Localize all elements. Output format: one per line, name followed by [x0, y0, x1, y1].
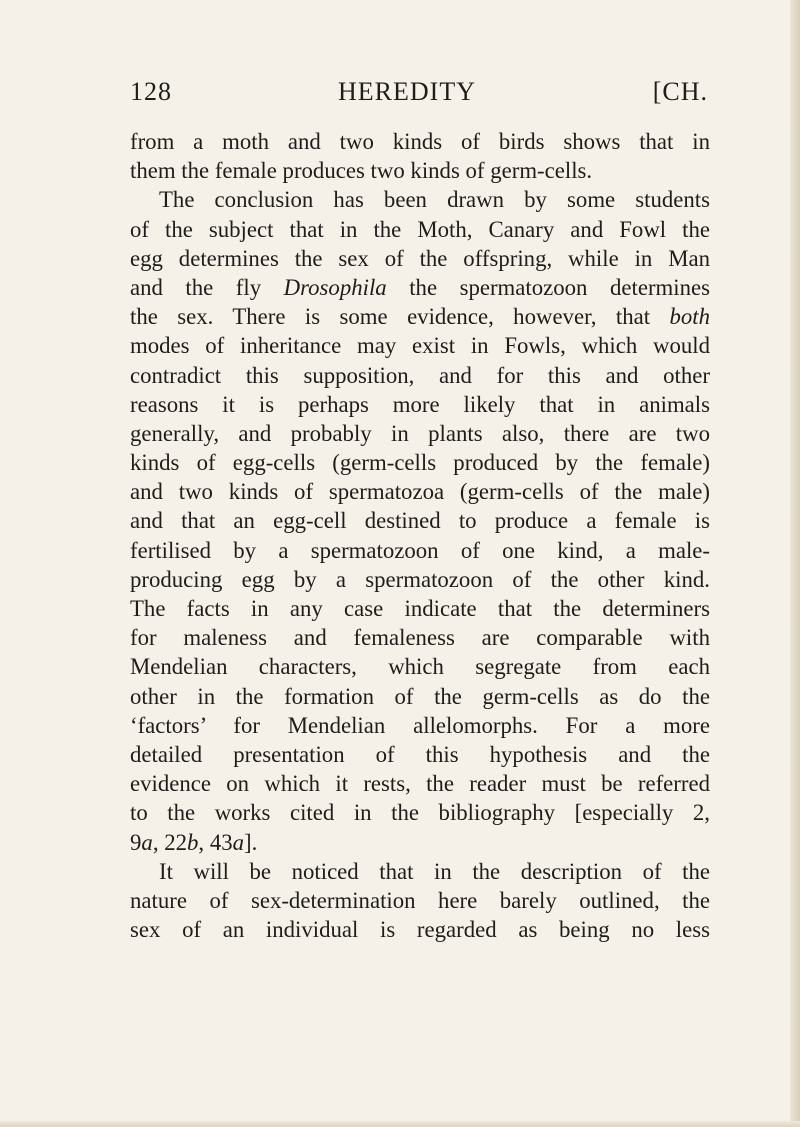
- text-line: [130, 594, 710, 623]
- text-run: nature of sex-determination here barely outlined, the: [130, 887, 710, 913]
- page-number: 128: [130, 77, 172, 106]
- text-line: [130, 302, 710, 331]
- text-line: [130, 740, 710, 769]
- text-line: [130, 682, 710, 711]
- text-line: [130, 361, 710, 390]
- text-line: [130, 127, 710, 156]
- text-run: the spermatozoon determines: [386, 274, 710, 300]
- text-run: The facts in any case indicate that the determiners: [130, 596, 710, 621]
- italic-text: Drosophila: [283, 274, 387, 300]
- text-line: [130, 711, 710, 740]
- text-line: [130, 915, 710, 944]
- text-run: ‘factors’ for Mendelian allelomorphs. For a more: [130, 712, 710, 738]
- text-run: them the female produces two kinds of germ-cells.: [130, 158, 593, 184]
- text-run: the sex. There is some evidence, however, that: [130, 304, 670, 330]
- text-line: [130, 769, 710, 798]
- text-run: producing egg by a spermatozoon of the other kind.: [130, 566, 710, 592]
- text-line: [130, 886, 710, 915]
- text-run: egg determines the sex of the offspring, while in Man: [130, 245, 710, 271]
- text-run: reasons it is perhaps more likely that in animals: [130, 391, 710, 417]
- text-line: [130, 244, 710, 273]
- text-line: [130, 536, 710, 565]
- text-line: [130, 506, 710, 535]
- italic-text: b: [187, 829, 199, 855]
- text-line: [130, 623, 710, 652]
- text-line: [130, 857, 710, 886]
- running-title: HEREDITY: [338, 77, 476, 106]
- text-run: evidence on which it rests, the reader must be referred: [130, 771, 710, 797]
- text-run: ].: [244, 829, 258, 855]
- text-run: It will be noticed that in the description of the: [159, 858, 710, 884]
- text-run: contradict this supposition, and for this and other: [130, 362, 710, 388]
- text-run: , 43: [198, 829, 233, 855]
- text-line: [130, 156, 710, 185]
- text-run: detailed presentation of this hypothesis and the: [130, 741, 710, 767]
- text-line: [130, 828, 710, 857]
- text-line: [130, 273, 710, 302]
- page-edge-shadow: [790, 0, 800, 1127]
- text-run: and two kinds of spermatozoa (germ-cells of the male): [130, 479, 710, 505]
- text-run: sex of an individual is regarded as being no less: [130, 917, 710, 943]
- text-line: [130, 477, 710, 506]
- chapter-reference: [CH.: [652, 77, 708, 106]
- text-line: [130, 185, 710, 214]
- text-line: [130, 215, 710, 244]
- text-run: and the fly: [130, 274, 284, 300]
- text-run: generally, and probably in plants also, there are two: [130, 420, 710, 446]
- text-line: [130, 798, 710, 827]
- text-run: kinds of egg-cells (germ-cells produced by the female): [130, 450, 710, 476]
- running-header: [130, 77, 708, 109]
- text-line: [130, 565, 710, 594]
- text-run: 9: [130, 829, 142, 855]
- italic-text: a: [232, 829, 245, 855]
- text-line: [130, 652, 710, 681]
- text-run: from a moth and two kinds of birds shows that in: [130, 129, 710, 154]
- text-run: modes of inheritance may exist in Fowls, which would: [130, 333, 710, 359]
- text-run: to the works cited in the bibliography [especially 2,: [130, 800, 710, 826]
- text-line: [130, 390, 710, 419]
- text-run: fertilised by a spermatozoon of one kind, a male-: [130, 537, 710, 563]
- text-run: for maleness and femaleness are comparable with: [130, 625, 710, 651]
- text-run: , 22: [152, 829, 188, 855]
- italic-text: a: [141, 829, 153, 855]
- text-line: [130, 419, 710, 448]
- body-text: [130, 127, 710, 944]
- text-run: and that an egg-cell destined to produce a female is: [130, 508, 710, 534]
- text-line: [130, 448, 710, 477]
- text-line: [130, 331, 710, 360]
- text-run: Mendelian characters, which segregate from each: [130, 654, 710, 680]
- page-bottom-edge: [0, 1121, 800, 1127]
- text-run: of the subject that in the Moth, Canary and Fowl the: [130, 216, 710, 242]
- text-run: The conclusion has been drawn by some students: [159, 187, 710, 213]
- italic-text: both: [669, 304, 710, 330]
- text-run: other in the formation of the germ-cells as do the: [130, 683, 710, 709]
